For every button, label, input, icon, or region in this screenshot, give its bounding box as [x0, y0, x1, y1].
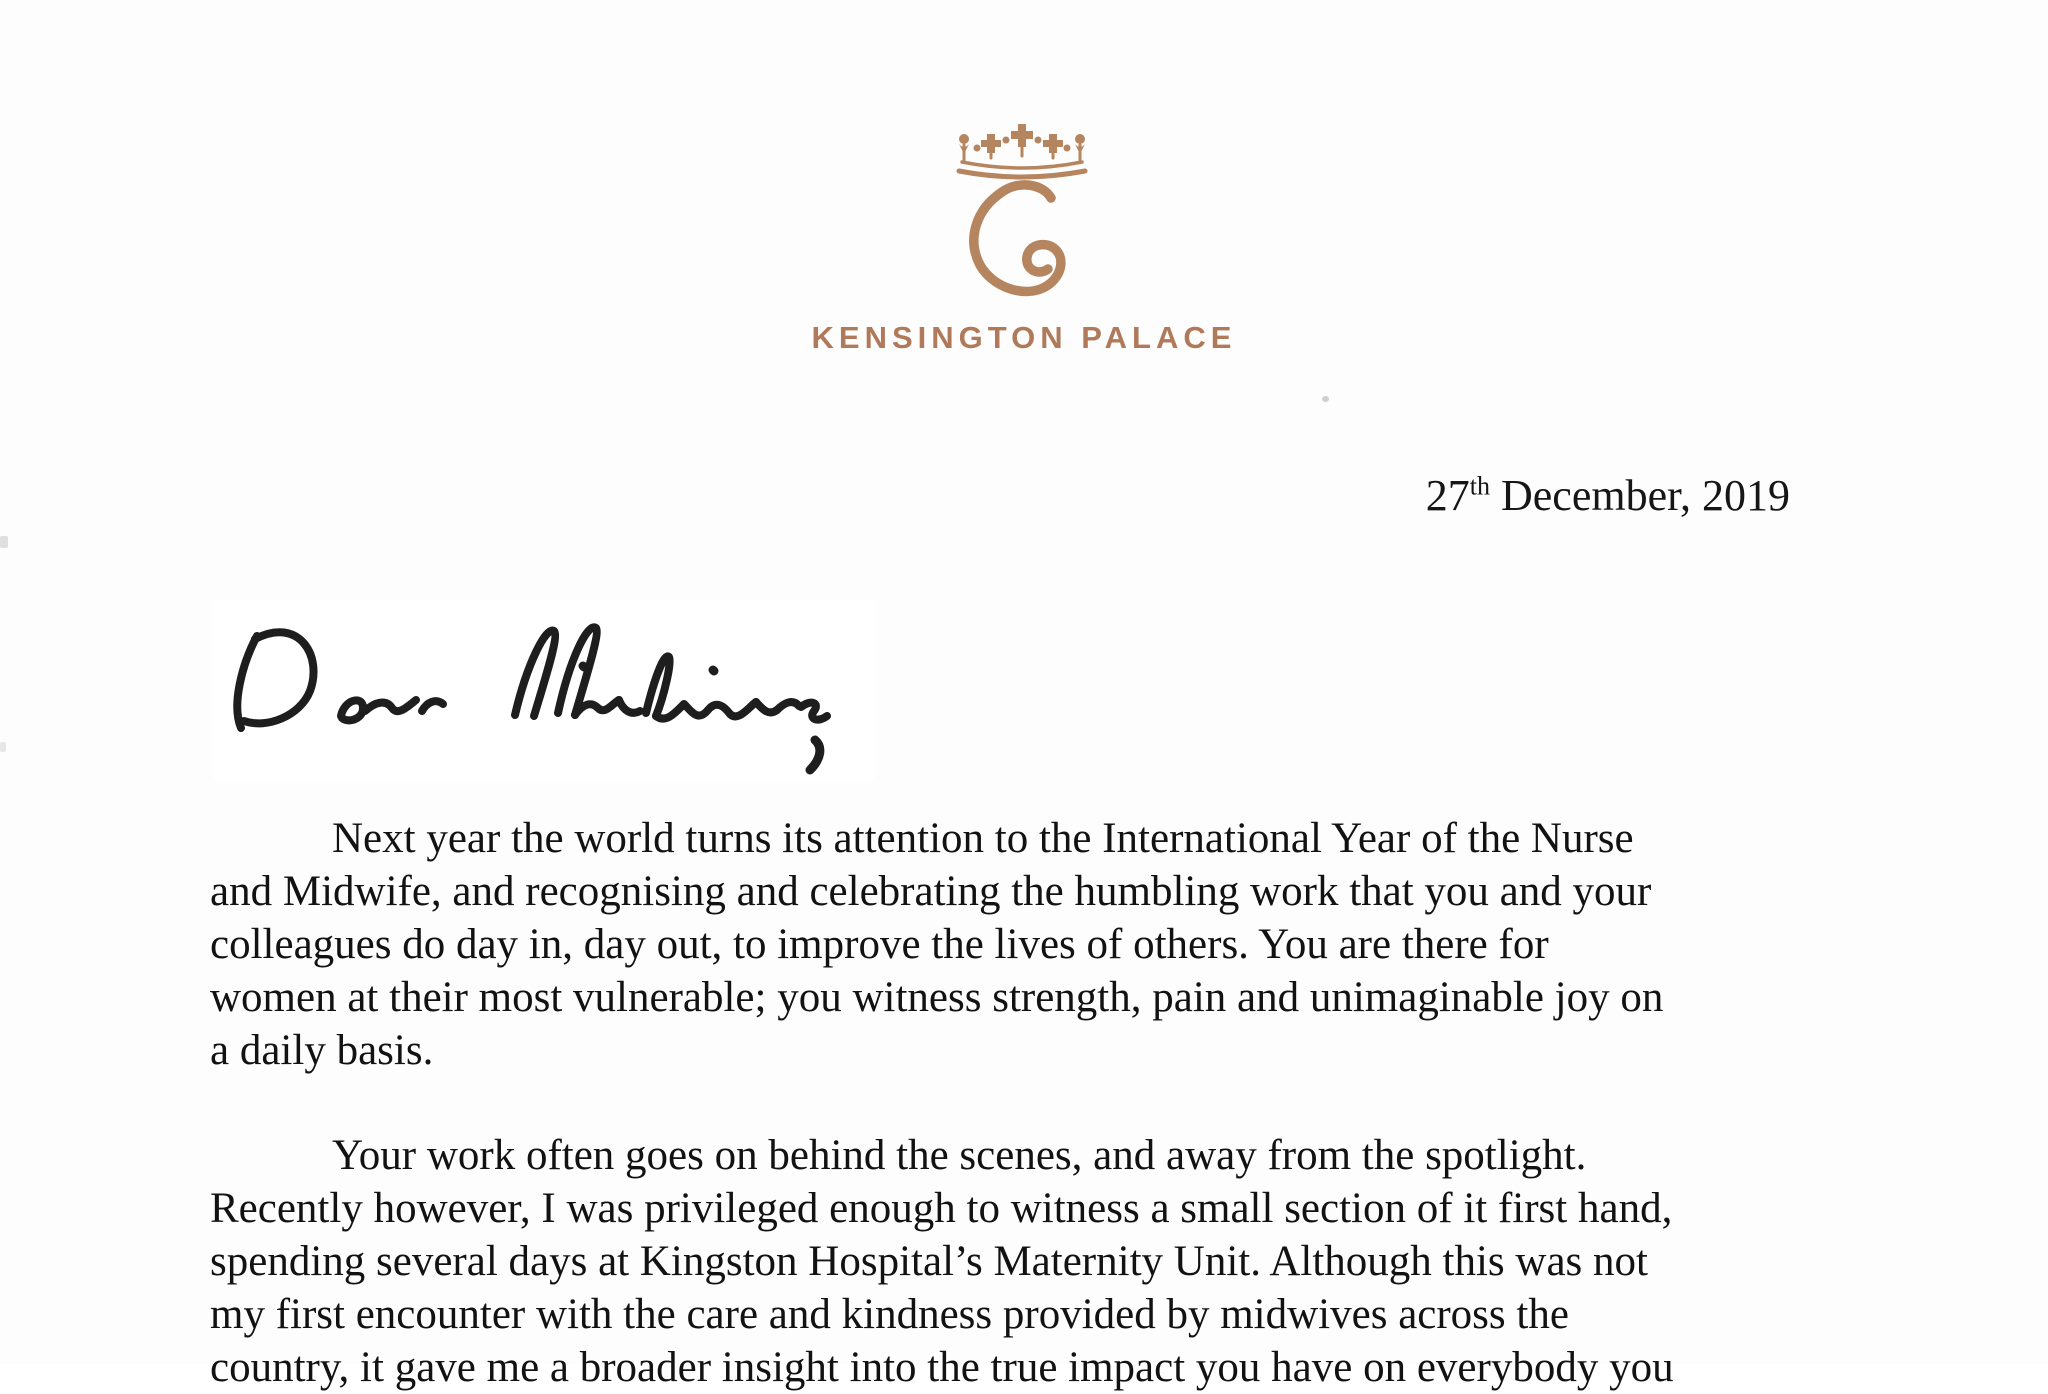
letter-body: [210, 812, 1810, 1394]
paragraph-2: [210, 1129, 1810, 1394]
scan-speck: [0, 742, 6, 752]
body-line: and Midwife, and recognising and celebrating the humbling work that you and your: [210, 868, 1652, 915]
body-line: colleagues do day in, day out, to improve the lives of others. You are there for: [210, 921, 1549, 968]
crown-and-c-monogram-icon: [947, 118, 1097, 308]
scan-speck: [1322, 396, 1329, 402]
body-line: spending several days at Kingston Hospital’s Maternity Unit. Although this was not: [210, 1238, 1648, 1285]
body-line: a daily basis.: [210, 1027, 434, 1074]
letter-date: [1426, 470, 1790, 521]
salutation-handwriting: [213, 600, 875, 782]
date-ordinal: th: [1469, 471, 1490, 501]
body-line: women at their most vulnerable; you witness strength, pain and unimaginable joy on: [210, 974, 1664, 1021]
org-name: KENSINGTON PALACE: [811, 320, 1237, 355]
salutation-text: [213, 600, 214, 601]
handwriting-dear-midwives: [215, 612, 860, 777]
body-line: my first encounter with the care and kindness provided by midwives across the: [210, 1291, 1569, 1338]
body-line: country, it gave me a broader insight into the true impact you have on everybody you: [210, 1344, 1674, 1391]
body-line: Next year the world turns its attention to the International Year of the Nurse: [332, 815, 1634, 862]
date-day: 27: [1425, 471, 1470, 520]
paragraph-1: [210, 812, 1810, 1077]
body-line: Your work often goes on behind the scenes, and away from the spotlight.: [332, 1132, 1587, 1179]
scan-speck: [0, 536, 8, 548]
kensington-palace-crest: [947, 118, 1097, 308]
date-rest: December, 2019: [1489, 471, 1790, 520]
body-line: Recently however, I was privileged enough to witness a small section of it first hand,: [210, 1185, 1673, 1232]
